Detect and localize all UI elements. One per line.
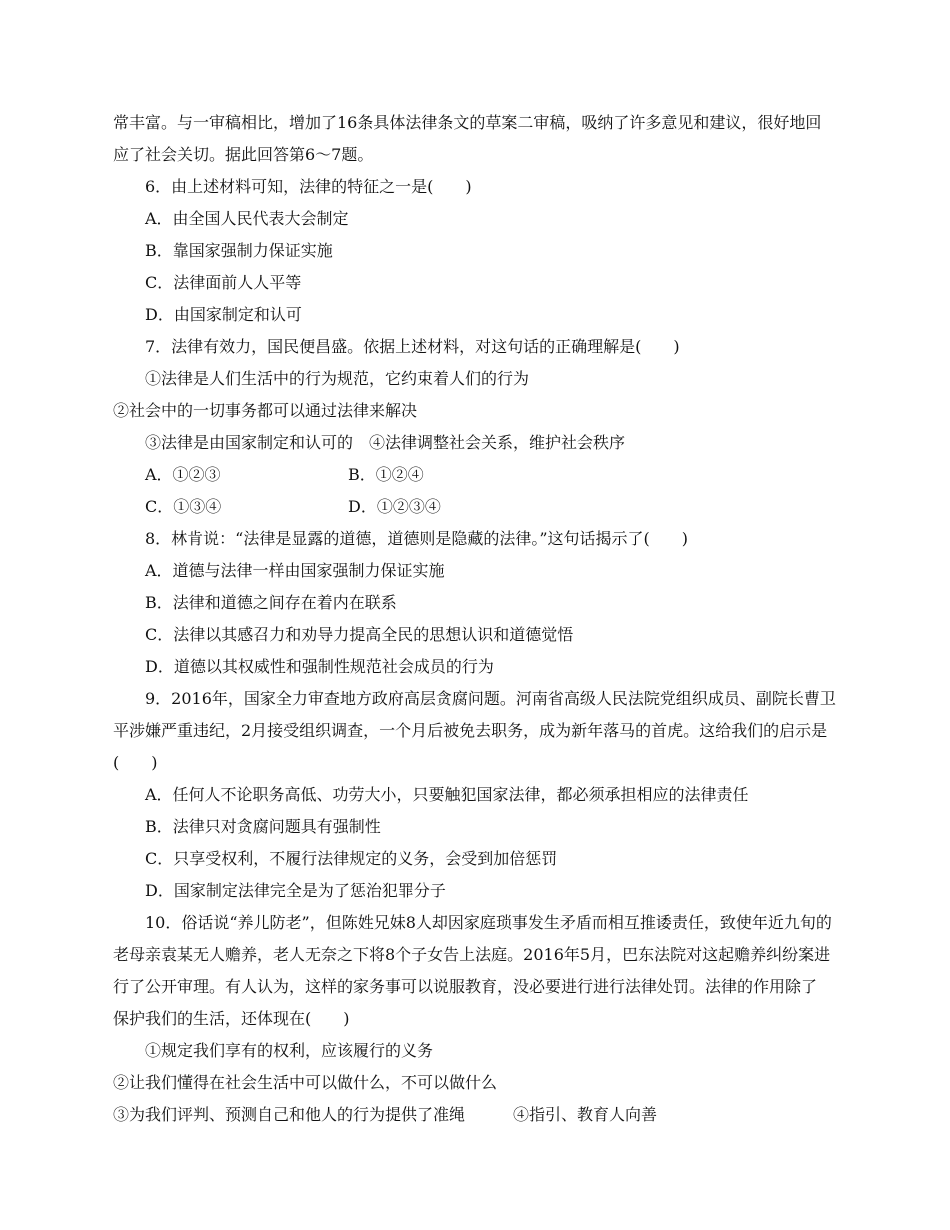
question-9-option-c: C．只享受权利，不履行法律规定的义务，会受到加倍惩罚 — [145, 849, 558, 868]
intro-line-1: 常丰富。与一审稿相比，增加了16条具体法律条文的草案二审稿，吸纳了许多意见和建议，很好地回 — [113, 113, 822, 132]
question-6-option-b: B．靠国家强制力保证实施 — [145, 241, 333, 260]
question-9-stem-line-3: ( ) — [113, 753, 158, 772]
question-9-stem-line-2: 平涉嫌严重违纪，2月接受组织调查，一个月后被免去职务，成为新年落马的首虎。这给我们的启示是 — [113, 721, 828, 740]
question-7-item-2: ②社会中的一切事务都可以通过法律来解决 — [113, 401, 418, 420]
question-8-option-d: D．道德以其权威性和强制性规范社会成员的行为 — [145, 657, 494, 676]
question-8-stem: 8．林肯说：“法律是显露的道德，道德则是隐藏的法律。”这句话揭示了( ) — [145, 529, 689, 548]
question-10-item-3-4: ③为我们评判、预测自己和他人的行为提供了准绳 ④指引、教育人向善 — [113, 1105, 658, 1124]
intro-line-2: 应了社会关切。据此回答第6～7题。 — [113, 145, 374, 164]
question-10-item-2: ②让我们懂得在社会生活中可以做什么，不可以做什么 — [113, 1073, 498, 1092]
question-6-option-a: A．由全国人民代表大会制定 — [145, 209, 349, 228]
question-7-item-3-4: ③法律是由国家制定和认可的 ④法律调整社会关系，维护社会秩序 — [145, 433, 626, 452]
question-8-option-b: B．法律和道德之间存在着内在联系 — [145, 593, 397, 612]
question-10-item-1: ①规定我们享有的权利，应该履行的义务 — [145, 1041, 434, 1060]
question-7-stem: 7．法律有效力，国民便昌盛。依据上述材料，对这句话的正确理解是( ) — [145, 337, 680, 356]
question-9-option-d: D．国家制定法律完全是为了惩治犯罪分子 — [145, 881, 446, 900]
question-7-option-a: A．①②③ — [145, 465, 221, 484]
question-10-stem-line-4: 保护我们的生活，还体现在( ) — [113, 1009, 350, 1028]
question-7-option-d: D．①②③④ — [348, 497, 441, 516]
question-6-stem: 6．由上述材料可知，法律的特征之一是( ) — [145, 177, 472, 196]
question-7-item-1: ①法律是人们生活中的行为规范，它约束着人们的行为 — [145, 369, 530, 388]
question-7-option-c: C．①③④ — [145, 497, 222, 516]
question-7-option-b: B．①②④ — [348, 465, 424, 484]
question-10-stem-line-2: 老母亲袁某无人赡养，老人无奈之下将8个子女告上法庭。2016年5月，巴东法院对这起赡养纠纷案进 — [113, 945, 831, 964]
question-10-stem-line-1: 10．俗话说“养儿防老”，但陈姓兄妹8人却因家庭琐事发生矛盾而相互推诿责任，致使年近九旬的 — [145, 913, 832, 932]
question-9-stem-line-1: 9．2016年，国家全力审查地方政府高层贪腐问题。河南省高级人民法院党组织成员、副院长曹卫 — [145, 689, 836, 708]
question-9-option-b: B．法律只对贪腐问题具有强制性 — [145, 817, 381, 836]
question-6-option-d: D．由国家制定和认可 — [145, 305, 302, 324]
question-6-option-c: C．法律面前人人平等 — [145, 273, 302, 292]
question-9-option-a: A．任何人不论职务高低、功劳大小，只要触犯国家法律，都必须承担相应的法律责任 — [145, 785, 749, 804]
question-10-stem-line-3: 行了公开审理。有人认为，这样的家务事可以说服教育，没必要进行进行法律处罚。法律的作用除了 — [113, 977, 818, 996]
question-8-option-c: C．法律以其感召力和劝导力提高全民的思想认识和道德觉悟 — [145, 625, 574, 644]
question-8-option-a: A．道德与法律一样由国家强制力保证实施 — [145, 561, 445, 580]
